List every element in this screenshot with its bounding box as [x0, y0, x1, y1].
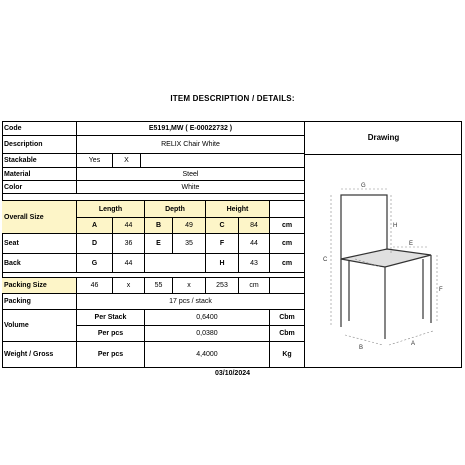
height-header: Height — [206, 201, 270, 218]
dim-b-line — [345, 335, 383, 345]
value-d: 36 — [113, 234, 145, 254]
letter-d: D — [77, 234, 113, 254]
chair-drawing — [305, 155, 462, 368]
back-unit: cm — [270, 254, 305, 273]
chair-back-rest — [341, 195, 387, 259]
letter-f: F — [206, 234, 239, 254]
packing-width: 55 — [145, 278, 173, 294]
letter-a: A — [77, 218, 113, 234]
value-f: 44 — [239, 234, 270, 254]
letter-h: H — [206, 254, 239, 273]
overall-unit: cm — [270, 218, 305, 234]
drawing-label: Drawing — [305, 121, 462, 155]
letter-e: E — [145, 234, 173, 254]
chair-drawing-svg — [305, 155, 462, 368]
code-value: E5191,MW ( E-00022732 ) — [77, 121, 305, 136]
value-a: 44 — [113, 218, 145, 234]
drawing-letter-e: E — [409, 241, 414, 247]
document-date: 03/10/2024 — [214, 370, 251, 377]
packing-x2: x — [173, 278, 206, 294]
overall-unit-blank — [270, 201, 305, 218]
length-header: Length — [77, 201, 145, 218]
volume-per-pcs-label: Per pcs — [77, 326, 145, 342]
drawing-letter-c: C — [323, 257, 328, 263]
volume-per-pcs-value: 0,0380 — [145, 326, 270, 342]
chair-seat — [341, 249, 431, 267]
stackable-empty — [141, 154, 305, 168]
drawing-letter-g: G — [361, 183, 366, 189]
description-label: Description — [2, 136, 77, 154]
seat-unit: cm — [270, 234, 305, 254]
value-c: 84 — [239, 218, 270, 234]
packing-size-label: Packing Size — [2, 278, 77, 294]
back-blank — [145, 254, 206, 273]
page-title: ITEM DESCRIPTION / DETAILS: — [170, 94, 295, 103]
volume-unit-1: Cbm — [270, 310, 305, 326]
packing-length: 46 — [77, 278, 113, 294]
material-label: Material — [2, 168, 77, 181]
depth-header: Depth — [145, 201, 206, 218]
packing-x1: x — [113, 278, 145, 294]
weight-per-pcs-label: Per pcs — [77, 342, 145, 368]
drawing-letter-f: F — [439, 287, 443, 293]
letter-g: G — [77, 254, 113, 273]
packing-size-blank — [270, 278, 305, 294]
letter-b: B — [145, 218, 173, 234]
packing-height: 253 — [206, 278, 239, 294]
packing-value: 17 pcs / stack — [77, 294, 305, 310]
value-h: 43 — [239, 254, 270, 273]
packing-label: Packing — [2, 294, 77, 310]
description-value: RELIX Chair White — [77, 136, 305, 154]
volume-per-stack-value: 0,6400 — [145, 310, 270, 326]
volume-label: Volume — [2, 310, 77, 342]
color-label: Color — [2, 181, 77, 194]
value-g: 44 — [113, 254, 145, 273]
drawing-letter-b: B — [359, 345, 364, 351]
spacer-row — [2, 194, 305, 201]
packing-unit: cm — [239, 278, 270, 294]
letter-c: C — [206, 218, 239, 234]
value-e: 35 — [173, 234, 206, 254]
back-label: Back — [2, 254, 77, 273]
stackable-label: Stackable — [2, 154, 77, 168]
material-value: Steel — [77, 168, 305, 181]
color-value: White — [77, 181, 305, 194]
stackable-yes: Yes — [77, 154, 113, 168]
seat-label: Seat — [2, 234, 77, 254]
overall-size-label: Overall Size — [2, 201, 77, 234]
weight-value: 4,4000 — [145, 342, 270, 368]
stackable-mark: X — [113, 154, 141, 168]
volume-per-stack-label: Per Stack — [77, 310, 145, 326]
weight-unit: Kg — [270, 342, 305, 368]
code-label: Code — [2, 121, 77, 136]
drawing-letter-h: H — [393, 223, 398, 229]
spec-sheet — [2, 121, 462, 368]
volume-unit-2: Cbm — [270, 326, 305, 342]
drawing-letter-a: A — [411, 341, 416, 347]
weight-label: Weight / Gross — [2, 342, 77, 368]
value-b: 49 — [173, 218, 206, 234]
